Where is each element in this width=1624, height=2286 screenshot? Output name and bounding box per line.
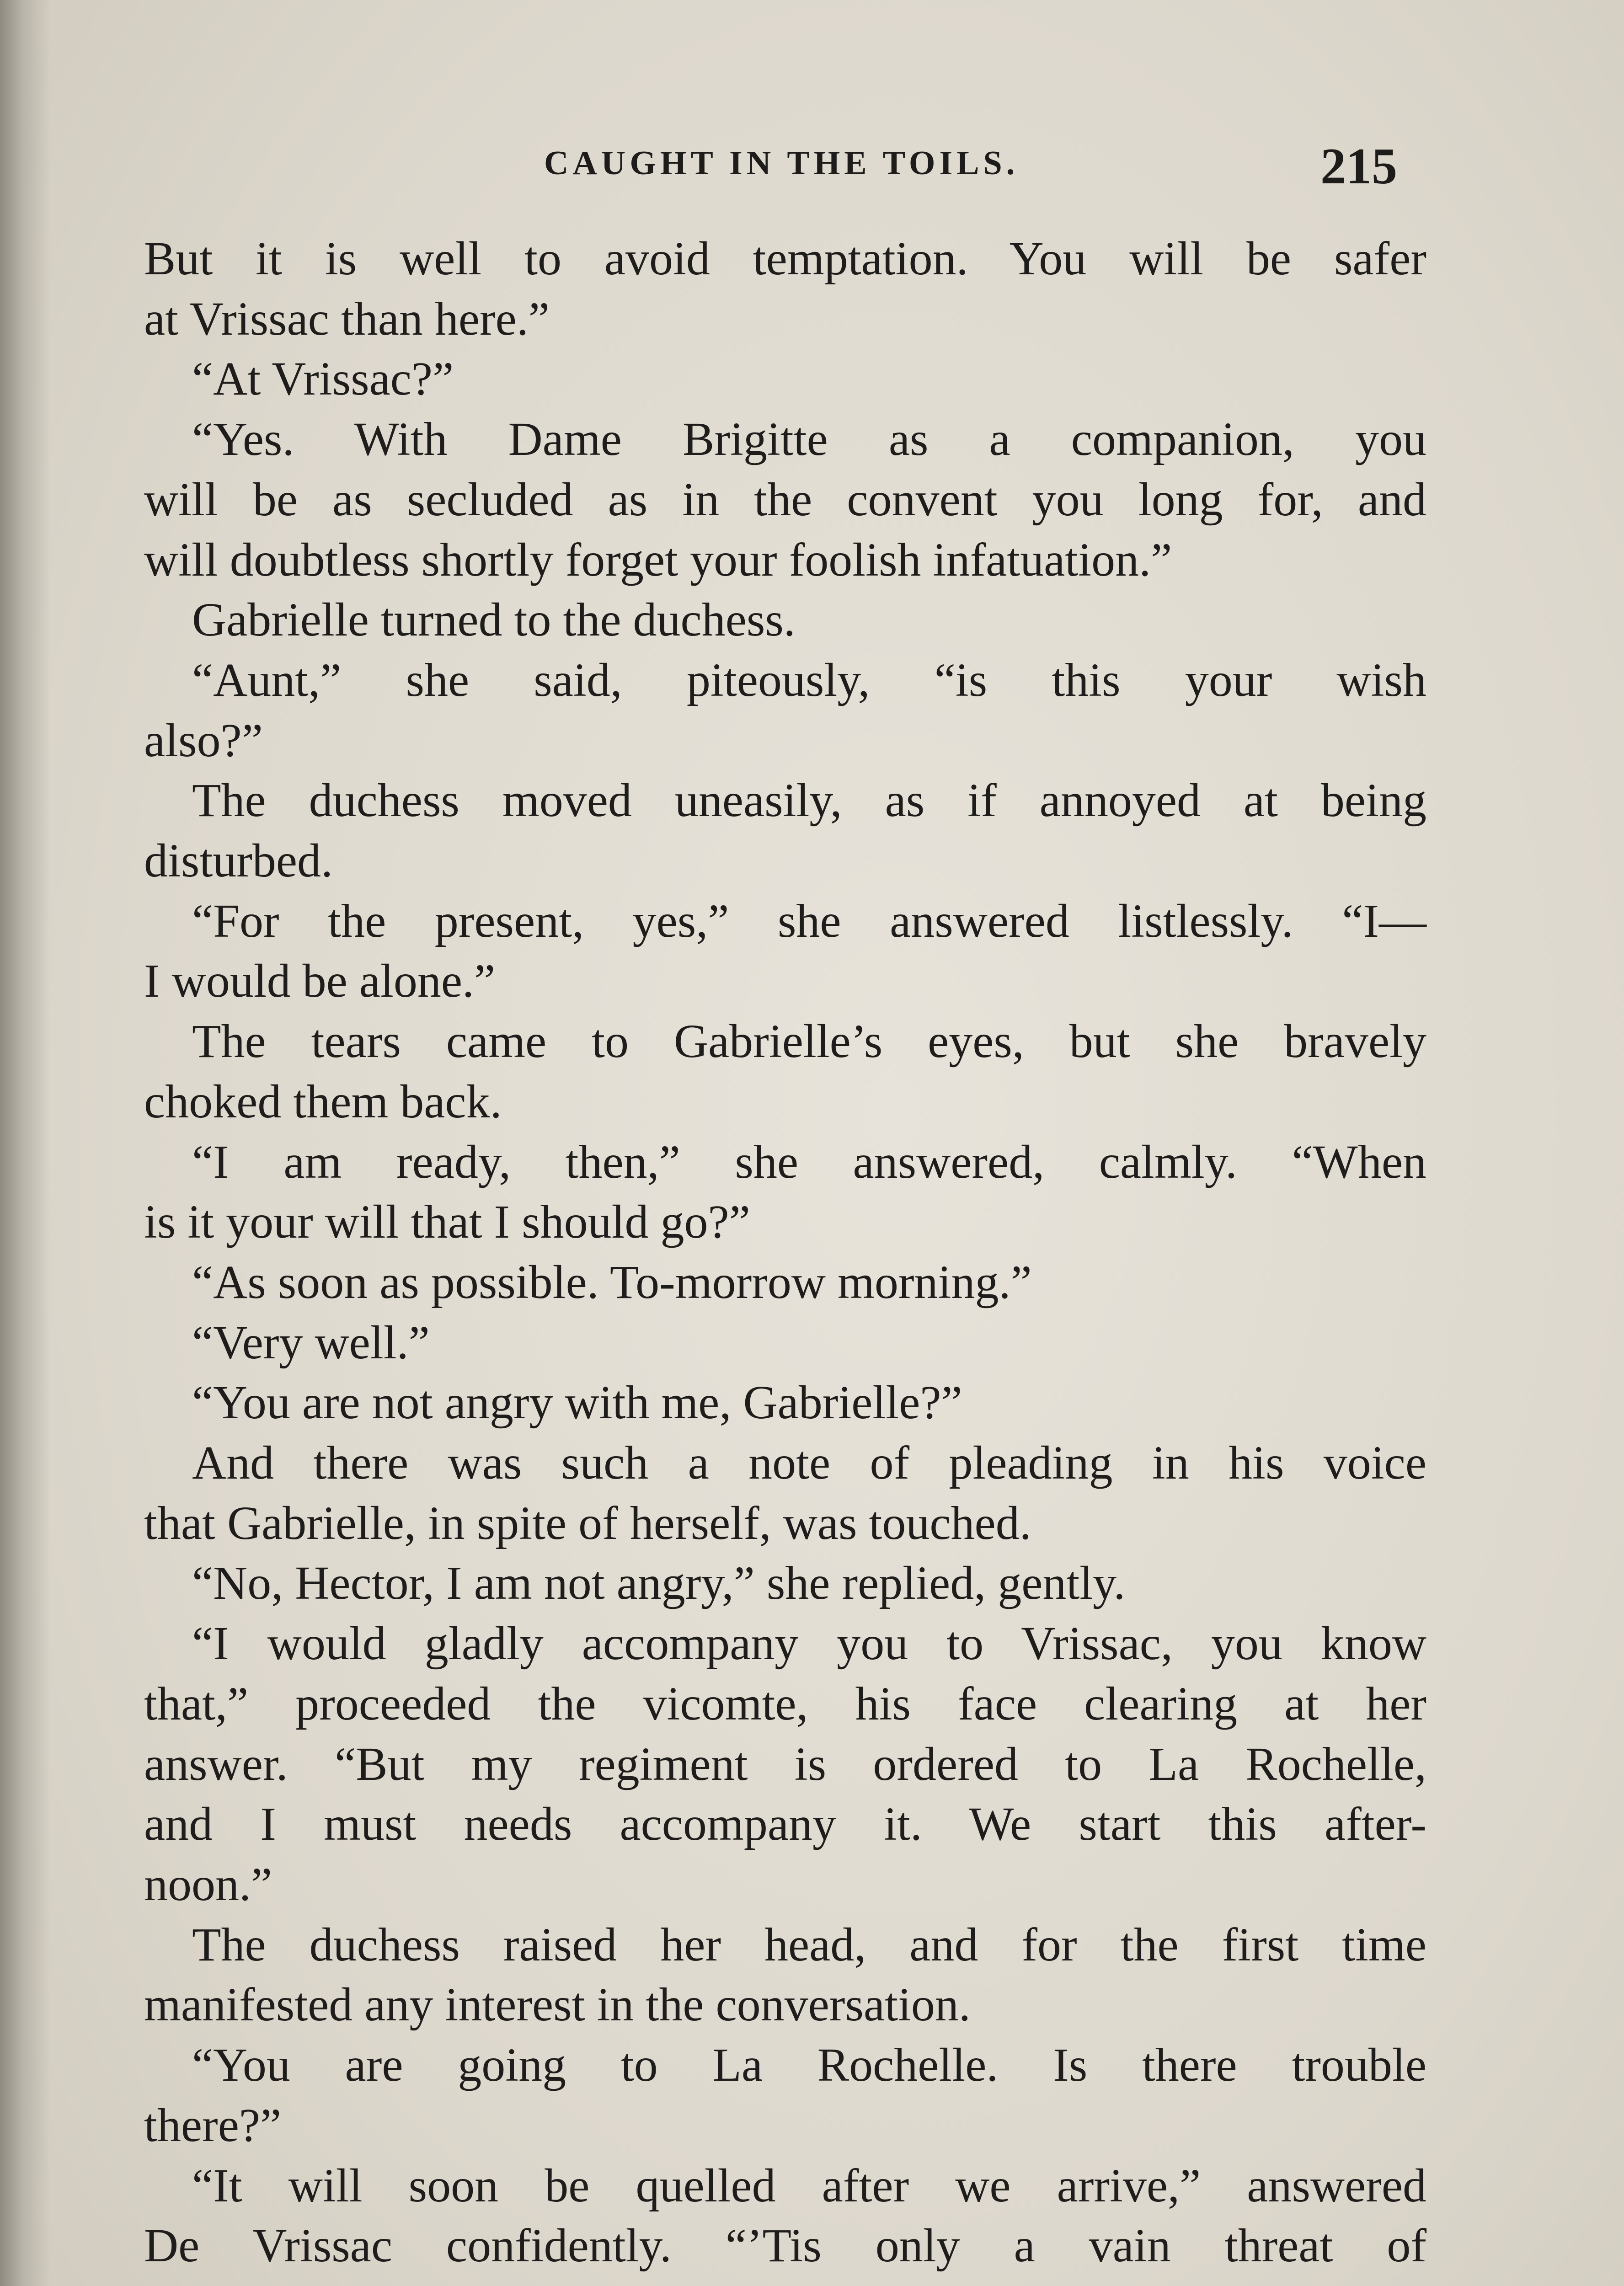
text-line: answer. “But my regiment is ordered to La Rochelle, xyxy=(144,1737,1426,1790)
text-line: is it your will that I should go?” xyxy=(144,1196,750,1249)
text-line: “You are going to La Rochelle. Is there trouble xyxy=(192,2039,1426,2092)
page-gutter-shadow xyxy=(0,0,50,2286)
text-line: De Vrissac confidently. “’Tis only a vain threat of xyxy=(144,2219,1426,2272)
text-line: there?” xyxy=(144,2099,282,2152)
text-line: disturbed. xyxy=(144,834,333,887)
page-number: 215 xyxy=(1320,138,1397,195)
text-line: “As soon as possible. To-morrow morning.” xyxy=(192,1255,1032,1309)
text-line: I would be alone.” xyxy=(144,955,496,1008)
text-line: at Vrissac than here.” xyxy=(144,292,550,345)
text-line: “Yes. With Dame Brigitte as a companion, you xyxy=(192,413,1426,466)
text-line: that Gabrielle, in spite of herself, was touched. xyxy=(144,1496,1031,1549)
text-line: And there was such a note of pleading in his voice xyxy=(192,1437,1426,1490)
text-line: “Aunt,” she said, piteously, “is this your wish xyxy=(192,653,1426,706)
text-line: “It will soon be quelled after we arrive,” answered xyxy=(192,2159,1426,2212)
text-line: “Very well.” xyxy=(192,1316,430,1369)
text-line: The duchess raised her head, and for the first time xyxy=(192,1918,1426,1971)
text-line: that,” proceeded the vicomte, his face clearing at her xyxy=(144,1677,1426,1730)
text-line: will be as secluded as in the convent you long for, and xyxy=(144,473,1426,526)
text-line: Gabrielle turned to the duchess. xyxy=(192,593,796,646)
body-text xyxy=(144,229,1426,2276)
text-line: manifested any interest in the conversation. xyxy=(144,1978,971,2031)
text-line: also?” xyxy=(144,714,263,767)
text-line: The tears came to Gabrielle’s eyes, but she bravely xyxy=(192,1015,1426,1068)
text-line: “No, Hector, I am not angry,” she replied, gently. xyxy=(192,1557,1126,1610)
text-line: “I would gladly accompany you to Vrissac, you know xyxy=(192,1617,1426,1670)
text-line: But it is well to avoid temptation. You will be safer xyxy=(144,232,1426,285)
text-line: “I am ready, then,” she answered, calmly. “When xyxy=(192,1135,1426,1188)
text-line: noon.” xyxy=(144,1858,272,1911)
running-head: CAUGHT IN THE TOILS. xyxy=(544,144,1019,182)
text-line: choked them back. xyxy=(144,1075,502,1128)
text-line: “At Vrissac?” xyxy=(192,353,454,406)
text-line: will doubtless shortly forget your foolish infatuation.” xyxy=(144,533,1172,586)
text-line: “For the present, yes,” she answered listlessly. “I— xyxy=(192,894,1426,947)
text-line: and I must needs accompany it. We start this after- xyxy=(144,1798,1426,1851)
text-line: The duchess moved uneasily, as if annoyed at being xyxy=(192,774,1426,827)
text-line: “You are not angry with me, Gabrielle?” xyxy=(192,1376,962,1429)
